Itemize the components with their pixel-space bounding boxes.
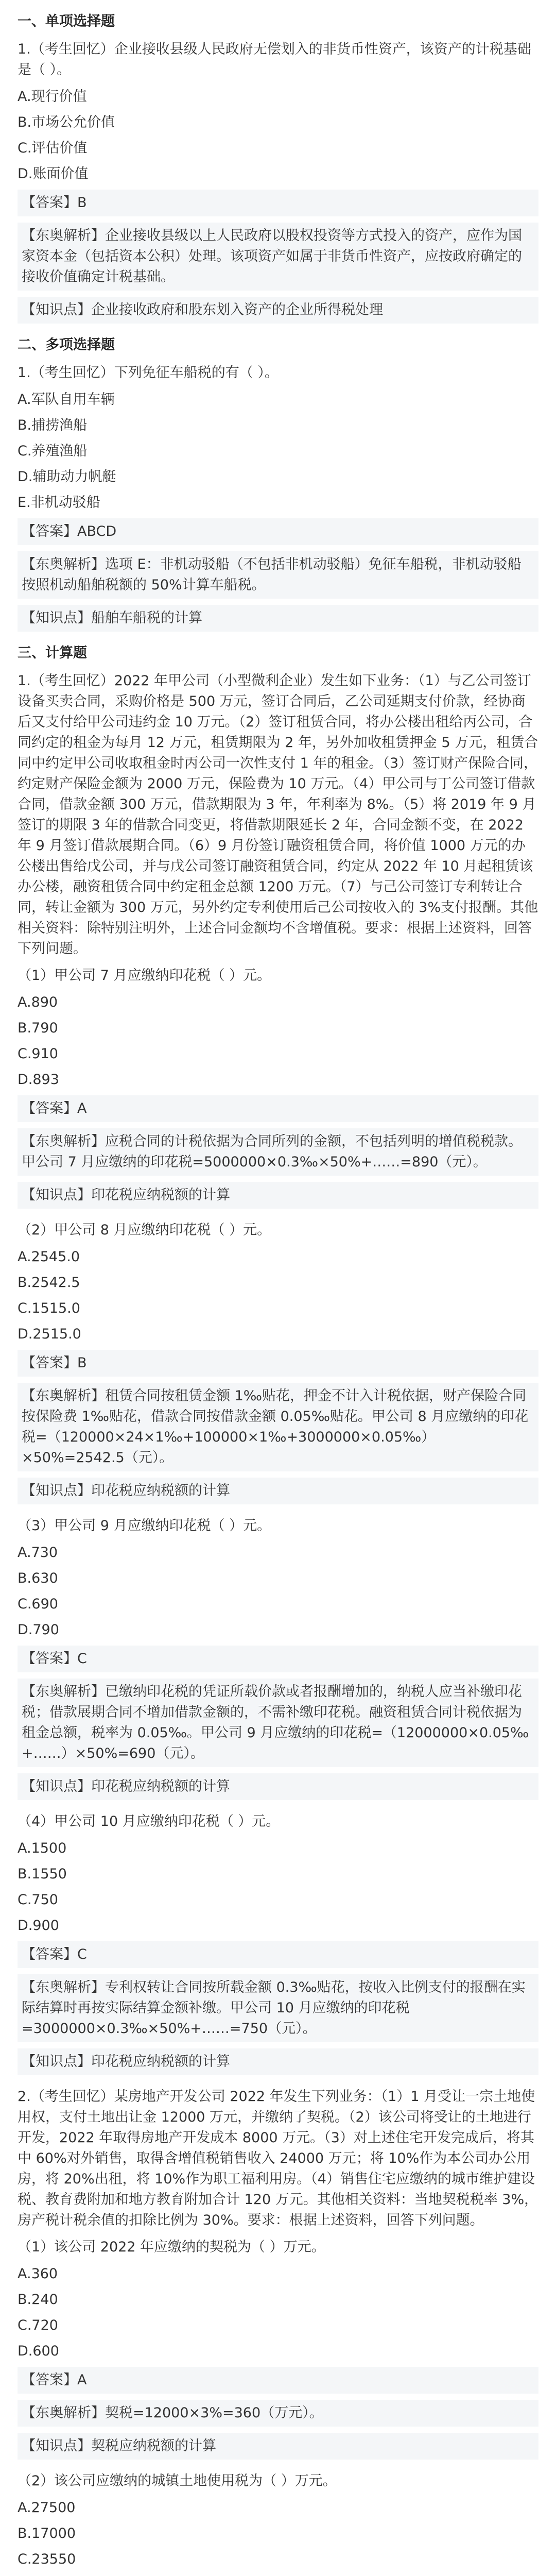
option-1: B.1550 [18,1866,67,1882]
option-1: B.17000 [18,2526,76,2541]
knowledge-point: 【知识点】印花税应纳税额的计算 [18,1478,538,1504]
option-2: C.720 [18,2317,58,2333]
option-3: D.600 [18,2343,59,2359]
section [18,2087,538,2576]
option-1: B.捕捞渔船 [18,417,88,433]
answer: 【答案】C [18,1941,538,1968]
explanation: 【东奥解析】企业接收县级以上人民政府以股权投资等方式投入的资产，应作为国家资本金（包括资本公积）处理。该项资产如属于非货币性资产，应按政府确定的接收价值确定计税基础。 [18,223,538,291]
option-4: E.非机动驳船 [18,495,100,511]
option-2: C.910 [18,1046,58,1062]
section [18,643,538,2075]
explanation: 【东奥解析】选项 E：非机动驳船（不包括非机动驳船）免征车船税，非机动驳船按照机动船舶税额的 50%计算车船税。 [18,551,538,599]
option-0: A.27500 [18,2500,76,2516]
answer: 【答案】B [18,1350,538,1377]
question-text: 1.（考生回忆）下列免征车船税的有（ ）。 [18,365,279,381]
option-2: C.750 [18,1892,58,1908]
option-1: B.240 [18,2292,58,2308]
knowledge-point: 【知识点】印花税应纳税额的计算 [18,2048,538,2075]
option-3: D.账面价值 [18,166,89,182]
case-material: 2.（考生回忆）某房地产开发公司 2022 年发生下列业务：（1）1 月受让一宗土地使用权，支付土地出让金 12000 万元，并缴纳了契税。（2）该公司将受让的土地进行开发，2022 年取得房地产开发成本 8000 万元。（3）对上述住宅开发完成后，将其中 60%对外销售，取得含增值税销售收入 24000 万元；将 10%作为本公司办公用房，将 20%出租，将 10%作为职工福利用房。（4）销售住宅应缴纳的城市维护建设税、教育费附加和地方教育附加合计 120 万元。其他相关资料：当地契税税率 3%，房产税计税余值的扣除比例为 30%。要求：根据上述资料，回答下列问题。 [18,2089,538,2228]
knowledge-point: 【知识点】印花税应纳税额的计算 [18,1773,538,1800]
answer: 【答案】A [18,2367,538,2394]
knowledge-point: 【知识点】企业接收政府和股东划入资产的企业所得税处理 [18,297,538,324]
question-text: 1.（考生回忆）企业接收县级人民政府无偿划入的非货币性资产，该资产的计税基础是（ ）。 [18,41,531,78]
sub-question-text: （3）甲公司 9 月应缴纳印花税（ ）元。 [18,1518,271,1534]
section-title: 一、单项选择题 [18,13,115,29]
answer: 【答案】A [18,1095,538,1122]
option-0: A.1500 [18,1840,67,1856]
section-title: 三、计算题 [18,645,87,661]
option-0: A.360 [18,2266,58,2282]
option-0: A.890 [18,994,58,1010]
option-3: D.2515.0 [18,1326,81,1342]
case-material: 1.（考生回忆）2022 年甲公司（小型微利企业）发生如下业务：（1）与乙公司签订设备买卖合同，采购价格是 500 万元，签订合同后，乙公司延期支付价款，经协商后又支付给甲公司违约金 10 万元。（2）签订租赁合同，将办公楼出租给丙公司，合同约定的租金为每月 12 万元，租赁期限为 2 年，另外加收租赁押金 5 万元，租赁合同中约定甲公司收取租金时丙公司一次性支付 1 年的租金。（3）签订财产保险合同，约定财产保险金额为 2000 万元，保险费为 10 万元。（4）甲公司与丁公司签订借款合同，借款金额 300 万元，借款期限为 3 年，年利率为 8%。（5）将 2019 年 9 月签订的期限 3 年的借款合同变更，将借款期限延长 2 年，合同金额不变，在 2022 年 9 月签订借款展期合同。（6）9 月份签订融资租赁合同，将价值 1000 万元的办公楼出售给戊公司，并与戊公司签订融资租赁合同，约定从 2022 年 10 月起租赁该办公楼，融资租赁合同中约定租金总额 1200 万元。（7）与己公司签订专利转让合同，转让金额为 300 万元，另外约定专利使用后己公司按收入的 3%支付报酬。其他相关资料：除特别注明外，上述合同金额均不含增值税。要求：根据上述资料，回答下列问题。 [18,673,538,957]
answer: 【答案】ABCD [18,518,538,545]
option-0: A.2545.0 [18,1249,80,1265]
option-0: A.军队自用车辆 [18,392,115,408]
section-title: 二、多项选择题 [18,337,115,353]
option-0: A.730 [18,1545,58,1561]
answer: 【答案】B [18,190,538,216]
sub-question-text: （4）甲公司 10 月应缴纳印花税（ ）元。 [18,1814,280,1829]
sub-question-text: （1）该公司 2022 年应缴纳的契税为（ ）万元。 [18,2239,325,2255]
sub-question-text: （2）该公司应缴纳的城镇土地使用税为（ ）万元。 [18,2473,337,2489]
option-2: C.23550 [18,2551,76,2567]
option-3: D.辅助动力帆艇 [18,469,116,485]
option-1: B.市场公允价值 [18,114,115,130]
sub-question-text: （2）甲公司 8 月应缴纳印花税（ ）元。 [18,1222,271,1238]
knowledge-point: 【知识点】船舶车船税的计算 [18,605,538,632]
knowledge-point: 【知识点】契税应纳税额的计算 [18,2433,538,2460]
option-1: B.630 [18,1570,58,1586]
explanation: 【东奥解析】应税合同的计税依据为合同所列的金额，不包括列明的增值税税款。甲公司 7 月应缴纳的印花税=5000000×0.3‰×50%+……=890（元）。 [18,1128,538,1176]
section [18,11,538,324]
option-0: A.现行价值 [18,89,87,105]
option-2: C.1515.0 [18,1300,80,1316]
option-2: C.690 [18,1596,58,1612]
option-3: D.893 [18,1072,59,1088]
option-2: C.养殖渔船 [18,443,88,459]
explanation: 【东奥解析】已缴纳印花税的凭证所载价款或者报酬增加的，纳税人应当补缴印花税；借款展期合同不增加借款金额的，不需补缴印花税。融资租赁合同计税依据为租金总额，税率为 0.05‰。甲公司 9 月应缴纳的印花税=（12000000×0.05‰+……）×50%=690（元）。 [18,1679,538,1767]
explanation: 【东奥解析】租赁合同按租赁金额 1‰贴花，押金不计入计税依据，财产保险合同按保险费 1‰贴花，借款合同按借款金额 0.05‰贴花。甲公司 8 月应缴纳的印花税=（120000×24×1‰+100000×1‰+3000000×0.05‰）×50%=2542.5（元）。 [18,1383,538,1471]
explanation: 【东奥解析】契税=12000×3%=360（万元）。 [18,2400,538,2427]
option-1: B.2542.5 [18,1275,80,1291]
knowledge-point: 【知识点】印花税应纳税额的计算 [18,1182,538,1209]
option-2: C.评估价值 [18,140,88,156]
answer: 【答案】C [18,1646,538,1672]
option-1: B.790 [18,1020,58,1036]
section [18,335,538,632]
sub-question-text: （1）甲公司 7 月应缴纳印花税（ ）元。 [18,968,271,984]
option-3: D.790 [18,1622,59,1638]
explanation: 【东奥解析】专利权转让合同按所载金额 0.3‰贴花，按收入比例支付的报酬在实际结算时再按实际结算金额补缴。甲公司 10 月应缴纳的印花税=3000000×0.3‰×50%+……=750（元）。 [18,1974,538,2042]
option-3: D.900 [18,1918,59,1934]
